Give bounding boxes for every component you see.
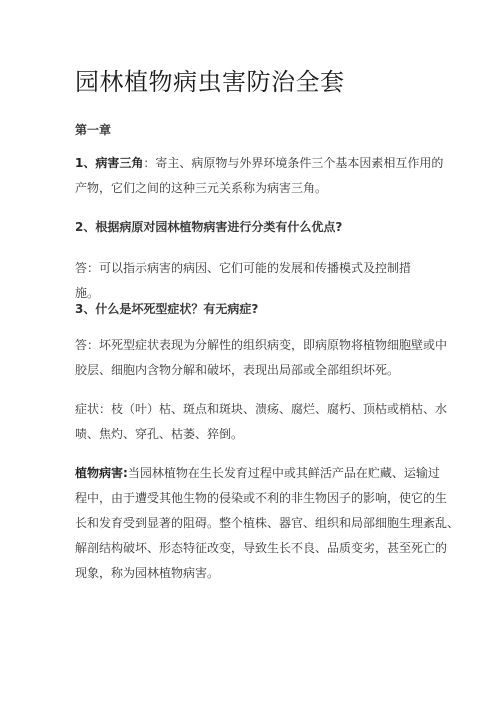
paragraph-line: 啧、焦灼、穿孔、枯萎、猝倒。 xyxy=(75,427,244,441)
answer-2: 答：可以指示病害的病因、它们可能的发展和传播模式及控制措施。 xyxy=(75,261,412,300)
paragraph-line: 长和发育受到显著的阻碍。整个植株、器官、组织和局部细胞生理紊乱、 xyxy=(75,516,460,530)
symptoms-paragraph xyxy=(75,397,448,447)
paragraph-line: 胶层、细胞内含物分解和破坏，表现出局部或全部组织坏死。 xyxy=(75,363,400,377)
term-disease-triangle: 1、病害三角 xyxy=(75,156,144,170)
document-title: 园林植物病虫害防治全套 xyxy=(75,68,345,96)
paragraph-line: 症状：枝（叶）枯、斑点和斑块、溃疡、腐烂、腐朽、顶枯或梢枯、水 xyxy=(75,402,448,416)
plant-disease-definition xyxy=(75,461,460,586)
paragraph-line: 答：坏死型症状表现为分解性的组织病变，即病原物将植物细胞壁或中 xyxy=(75,338,448,352)
paragraph-line: 现象，称为园林植物病害。 xyxy=(75,566,220,580)
answer-3 xyxy=(75,333,448,383)
question-heading-3: 3、什么是坏死型症状？有无病症? xyxy=(75,302,259,316)
paragraph-line: 当园林植物在生长发育过程中或其鲜活产品在贮藏、运输过 xyxy=(127,466,440,480)
chapter-heading: 第一章 xyxy=(75,123,112,137)
paragraph-disease-triangle xyxy=(75,151,444,201)
paragraph-line: 产物，它们之间的这种三元关系称为病害三角。 xyxy=(75,181,328,195)
paragraph-line: 解剖结构破坏、形态特征改变，导致生长不良、品质变劣，甚至死亡的 xyxy=(75,541,448,555)
paragraph-line: 程中，由于遭受其他生物的侵染或不利的非生物因子的影响，使它的生 xyxy=(75,491,448,505)
paragraph-line: 寄主、病原物与外界环境条件三个基本因素相互作用的 xyxy=(155,156,444,170)
term-separator: ： xyxy=(143,156,156,170)
question-heading-2: 2、根据病原对园林植物病害进行分类有什么优点? xyxy=(75,220,343,234)
term-plant-disease: 植物病害: xyxy=(75,466,128,480)
